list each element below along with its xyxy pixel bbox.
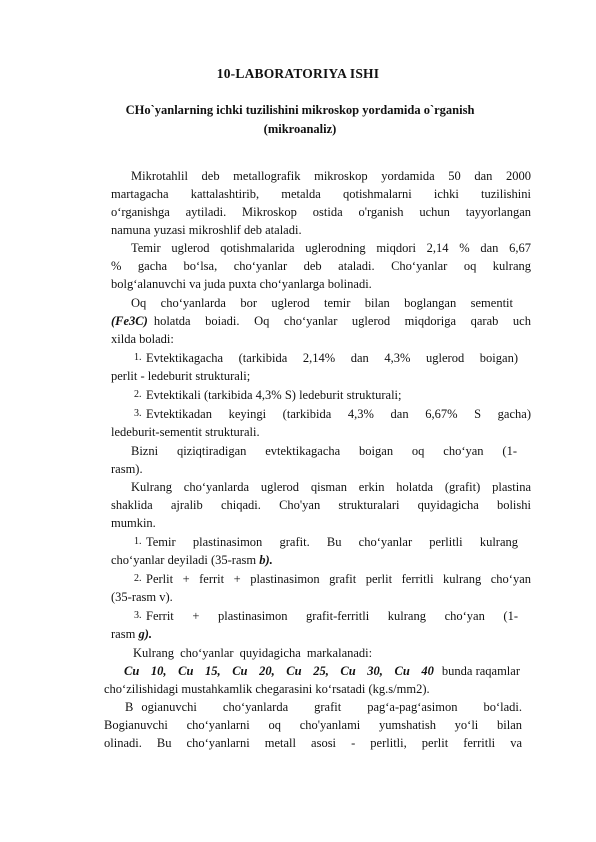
list-text: Evtektikagacha (tarkibida 2,14% dan 4,3% uglerod boigan) [146,351,518,365]
text-line: rasm). [111,462,143,476]
list-item [134,608,518,624]
text-line [111,626,152,642]
text-line: perlit - ledeburit strukturali; [111,369,251,383]
text-line: Mikrotahlil deb metallografik mikroskop yordamida 50 dan 2000 [131,169,531,183]
list-number: 1. [134,352,142,363]
list-item [134,387,402,403]
text-line: shaklida ajralib chiqadi. Cho'yan strukturalari quyidagicha bolishi [111,498,531,512]
list-item [134,571,531,587]
list-number: 1. [134,536,142,547]
text-line: ledeburit-sementit strukturali. [111,425,260,439]
list-number: 2. [134,573,142,584]
text-line: Bizni qiziqtiradigan evtektikagacha boigan oq cho‘yan (1- [131,444,517,458]
text-line [111,552,273,568]
page-title: 10-LABORATORIYA ISHI [216,66,380,81]
text-line [111,313,531,329]
text-fragment: B [125,700,134,714]
text-line: martagacha kattalashtirib, metalda qotishmalarni ichki tuzilishini [111,187,531,201]
formula-fe3c: (Fe3C) [111,314,148,328]
text-line: olinadi. Bu cho‘yanlarni metall asosi - perlitli, perlit ferritli va [104,736,522,750]
text-line: Oq cho‘yanlarda bor uglerod temir bilan boglangan sementit [131,296,513,310]
text-line: xilda boladi: [111,332,174,346]
list-text: Evtektikali (tarkibida 4,3% S) ledeburit strukturali; [146,388,402,402]
text-line: Kulrang cho‘yanlar quyidagicha markalanadi: [133,646,373,660]
list-number: 3. [134,408,142,419]
text-line: Bogianuvchi cho‘yanlarni oq cho'yanlami yumshatish yo‘li bilan [104,718,522,732]
text-fragment: rasm [111,627,136,641]
list-number: 3. [134,610,142,621]
text-fragment: ogianuvchi cho‘yanlarda grafit pag‘a-pag‘asimon bo‘ladi. [141,700,522,714]
text-line: namuna yuzasi mikroshlif deb ataladi. [111,223,302,237]
text-line: % gacha bo‘lsa, cho‘yanlar deb ataladi. Cho‘yanlar oq kulrang [111,259,531,273]
text-fragment: bunda raqamlar [441,664,520,678]
text-line: (35-rasm v). [111,590,173,604]
list-text: Temir plastinasimon grafit. Bu cho‘yanlar perlitli kulrang [146,535,518,549]
list-item [134,534,518,550]
text-fragment: cho‘yanlar deyiladi (35-rasm [111,553,257,567]
page-subtitle: CHo`yanlarning ichki tuzilishini mikroskop yordamida o`rganish (mikroanaliz) [125,103,475,136]
figure-ref-b: b). [259,553,273,567]
text-line [124,663,520,679]
list-text: Evtektikadan keyingi (tarkibida 4,3% dan 6,67% S gacha) [146,407,531,421]
list-item [134,350,518,366]
figure-ref-g: g). [138,627,152,641]
text-line [125,699,522,715]
cast-iron-grades: Cu 10, Cu 15, Cu 20, Cu 25, Cu 30, Cu 40 [124,664,434,678]
list-text: Ferrit + plastinasimon grafit-ferritli kulrang cho‘yan (1- [146,609,518,623]
list-item [134,406,531,422]
text-line: o‘rganishga aytiladi. Mikroskop ostida o'rganish uchun tayyorlangan [111,205,531,219]
list-number: 2. [134,389,142,400]
text-fragment: holatda boiadi. Oq cho‘yanlar uglerod miqdoriga qarab uch [153,314,531,328]
text-line: Temir uglerod qotishmalarida uglerodning miqdori 2,14 % dan 6,67 [131,241,531,255]
text-line: Kulrang cho‘yanlarda uglerod qisman erkin holatda (grafit) plastina [131,480,531,494]
list-text: Perlit + ferrit + plastinasimon grafit perlit ferritli kulrang cho‘yan [146,572,531,586]
text-line: cho‘zilishidagi mustahkamlik chegarasini ko‘rsatadi (kg.s/mm2). [104,682,430,696]
text-line: mumkin. [111,516,156,530]
text-line: bolg‘alanuvchi va juda puxta cho‘yanlarga bolinadi. [111,277,372,291]
